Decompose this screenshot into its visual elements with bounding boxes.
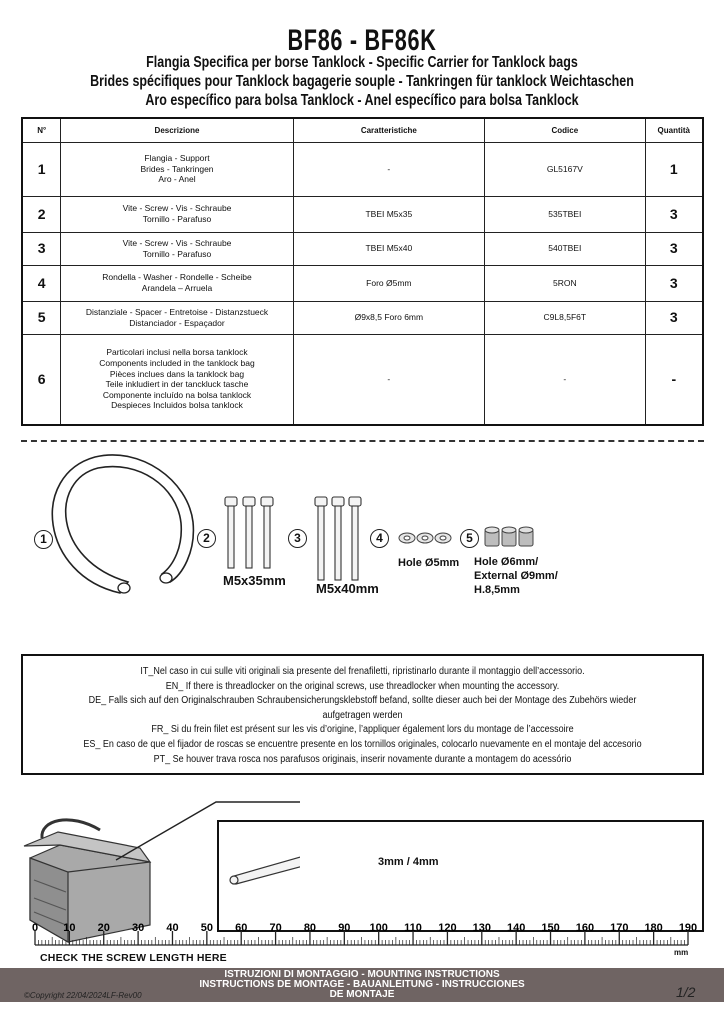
ruler-tick-label: 190 bbox=[678, 922, 698, 934]
ruler-tick-label: 170 bbox=[610, 922, 629, 934]
ruler-tick-label: 80 bbox=[303, 922, 317, 934]
description-line: Aro - Anel bbox=[158, 174, 196, 185]
row-number: 2 bbox=[22, 196, 61, 232]
row-characteristics: TBEI M5x35 bbox=[293, 196, 484, 232]
row-quantity: - bbox=[645, 334, 703, 425]
ruler-tick-label: 130 bbox=[472, 922, 491, 934]
table-row bbox=[22, 196, 703, 232]
description-line: Distanciador - Espaçador bbox=[129, 317, 225, 328]
ruler-unit: mm bbox=[674, 948, 689, 957]
label-spacer-line-2: External Ø9mm/ bbox=[474, 570, 558, 582]
row-description bbox=[61, 265, 293, 301]
header-code: Codice bbox=[485, 118, 646, 142]
table-header-row bbox=[22, 118, 703, 142]
row-characteristics: TBEI M5x40 bbox=[293, 232, 484, 265]
ruler-tick-label: 70 bbox=[269, 922, 282, 934]
ruler-tick-label: 20 bbox=[97, 922, 110, 934]
row-quantity: 3 bbox=[645, 232, 703, 265]
description-line: Teile inkludiert in der tanckluck tasche bbox=[105, 379, 249, 390]
description-line: Vite - Screw - Vis - Schraube bbox=[122, 203, 232, 214]
footer-line-1: ISTRUZIONI DI MONTAGGIO - MOUNTING INSTRUCTIONS bbox=[224, 969, 500, 980]
row-quantity: 1 bbox=[645, 142, 703, 196]
row-description bbox=[61, 232, 293, 265]
warning-pt: PT_ Se houver trava rosca nos parafusos originais, inserir novamente durante a montagem do acessório bbox=[153, 753, 572, 765]
row-description bbox=[61, 196, 293, 232]
label-m5x40: M5x40mm bbox=[316, 581, 379, 596]
description-line: Despieces Incluidos bolsa tanklock bbox=[111, 400, 243, 411]
description-line: Distanziale - Spacer - Entretoise - Distanzstueck bbox=[85, 306, 269, 317]
ruler-tick-label: 110 bbox=[404, 922, 422, 934]
ruler-tick-label: 180 bbox=[644, 922, 663, 934]
row-code: 540TBEI bbox=[485, 232, 646, 265]
row-quantity: 3 bbox=[645, 196, 703, 232]
washers-drawing bbox=[399, 533, 451, 543]
ruler-tick-label: 0 bbox=[31, 922, 39, 934]
table-row bbox=[22, 265, 703, 301]
footer-line-2: INSTRUCTIONS DE MONTAGE - BAUANLEITUNG - INSTRUCCIONES bbox=[199, 979, 525, 990]
row-number: 1 bbox=[22, 142, 61, 196]
row-code: - bbox=[485, 334, 646, 425]
ruler-tick-label: 100 bbox=[369, 922, 388, 934]
row-characteristics: - bbox=[293, 142, 484, 196]
warning-fr: FR_ Si du frein filet est présent sur les vis d’origine, l’appliquer également lors du montage de l’accessoire bbox=[151, 724, 574, 736]
screws-m5x35-drawing bbox=[225, 497, 273, 568]
warning-it: IT_Nel caso in cui sulle viti originali sia presente del frenafiletti, ripristinarlo durante il montaggio dell’accessorio. bbox=[140, 666, 585, 677]
row-number: 4 bbox=[22, 265, 61, 301]
subtitle-line-2: Brides spécifiques pour Tanklock bagagerie souple - Tankringen für tanklock Weichtaschen bbox=[90, 73, 634, 90]
description-line: Vite - Screw - Vis - Schraube bbox=[122, 237, 232, 248]
page-number: 1/2 bbox=[676, 984, 696, 1000]
callout-1: 1 bbox=[34, 530, 53, 549]
ruler-tick-label: 30 bbox=[131, 922, 145, 934]
ruler-tick-label: 140 bbox=[506, 922, 526, 934]
row-description bbox=[61, 334, 293, 425]
table-row bbox=[22, 301, 703, 334]
screws-m5x40-drawing bbox=[315, 497, 361, 580]
callout-5: 5 bbox=[460, 529, 479, 548]
allen-key-drawing bbox=[230, 843, 300, 884]
allen-key-label: 3mm / 4mm bbox=[378, 856, 439, 868]
row-quantity: 3 bbox=[645, 301, 703, 334]
row-quantity: 3 bbox=[645, 265, 703, 301]
ruler-tick-label: 90 bbox=[338, 922, 351, 934]
warning-de-cont: aufgetragen werden bbox=[322, 709, 403, 721]
header-quantity: Quantità bbox=[645, 118, 703, 142]
ruler-tick-label: 160 bbox=[575, 922, 595, 934]
spacers-drawing bbox=[485, 527, 533, 546]
description-line: Pièces inclues dans la tanklock bag bbox=[109, 368, 245, 379]
ruler-caption: CHECK THE SCREW LENGTH HERE bbox=[40, 952, 227, 964]
row-code: 535TBEI bbox=[485, 196, 646, 232]
callout-leader-line bbox=[116, 802, 300, 860]
label-washer-hole: Hole Ø5mm bbox=[398, 557, 460, 569]
header-characteristics: Caratteristiche bbox=[293, 118, 484, 142]
flange-ring-drawing bbox=[52, 455, 193, 593]
description-line: Tornillo - Parafuso bbox=[142, 248, 212, 259]
row-number: 6 bbox=[22, 334, 61, 425]
row-number: 3 bbox=[22, 232, 61, 265]
table-row bbox=[22, 232, 703, 265]
row-number: 5 bbox=[22, 301, 61, 334]
ruler-tick-label: 50 bbox=[200, 922, 213, 934]
callout-3: 3 bbox=[288, 529, 307, 548]
threadlocker-warning-box bbox=[21, 654, 704, 775]
copyright-text: ©Copyright 22/04/2024LF-Rev00 bbox=[24, 991, 142, 1000]
table-row bbox=[22, 334, 703, 425]
label-m5x35: M5x35mm bbox=[223, 573, 286, 588]
ruler-tick-label: 60 bbox=[235, 922, 248, 934]
ruler-tick-label: 40 bbox=[166, 922, 179, 934]
warning-es: ES_ En caso de que el fijador de roscas se encuentre presente en los tornillos originales, colocarlo nuevamente en el montaje del accesorio bbox=[83, 738, 642, 750]
table-row bbox=[22, 142, 703, 196]
footer-line-3: DE MONTAJE bbox=[329, 989, 395, 1000]
row-description bbox=[61, 142, 293, 196]
ruler-tick-label: 150 bbox=[541, 922, 560, 934]
document-title: BF86 - BF86K bbox=[287, 24, 437, 57]
label-spacer-line-3: H.8,5mm bbox=[474, 584, 520, 596]
subtitle-line-1: Flangia Specifica per borse Tanklock - Specific Carrier for Tanklock bags bbox=[146, 54, 578, 71]
row-characteristics: - bbox=[293, 334, 484, 425]
description-line: Arandela – Arruela bbox=[141, 283, 213, 293]
callout-4: 4 bbox=[370, 529, 389, 548]
row-code: 5RON bbox=[485, 265, 646, 301]
ruler-tick-label: 10 bbox=[63, 922, 76, 934]
row-code: C9L8,5F6T bbox=[485, 301, 646, 334]
header-number: N° bbox=[22, 118, 61, 142]
row-characteristics: Foro Ø5mm bbox=[293, 265, 484, 301]
warning-en: EN_ If there is threadlocker on the original screws, use threadlocker when mounting the accessory. bbox=[165, 680, 560, 692]
description-line: Brides - Tankringen bbox=[140, 163, 214, 174]
subtitle-line-3: Aro específico para bolsa Tanklock - Anel específico para bolsa Tanklock bbox=[145, 92, 579, 109]
row-code: GL5167V bbox=[485, 142, 646, 196]
header-description: Descrizione bbox=[61, 118, 293, 142]
callout-2: 2 bbox=[197, 529, 216, 548]
label-spacer-line-1: Hole Ø6mm/ bbox=[474, 556, 539, 568]
parts-table bbox=[21, 117, 704, 426]
description-line: Particolari inclusi nella borsa tanklock bbox=[106, 347, 248, 358]
ruler-tick-label: 120 bbox=[438, 922, 457, 934]
warning-de: DE_ Falls sich auf den Originalschrauben Schraubensicherungsklebstoff befand, sollte dieser auch bei der Montage des Zubehörs wieder bbox=[88, 695, 637, 707]
separator-dashed-line bbox=[21, 440, 704, 442]
description-line: Tornillo - Parafuso bbox=[142, 214, 212, 224]
description-line: Rondella - Washer - Rondelle - Scheibe bbox=[102, 272, 252, 283]
description-line: Flangia - Support bbox=[144, 153, 210, 164]
description-line: Componente incluído na bolsa tanklock bbox=[102, 389, 252, 400]
description-line: Components included in the tanklock bag bbox=[99, 358, 255, 369]
row-description bbox=[61, 301, 293, 334]
row-characteristics: Ø9x8,5 Foro 6mm bbox=[293, 301, 484, 334]
